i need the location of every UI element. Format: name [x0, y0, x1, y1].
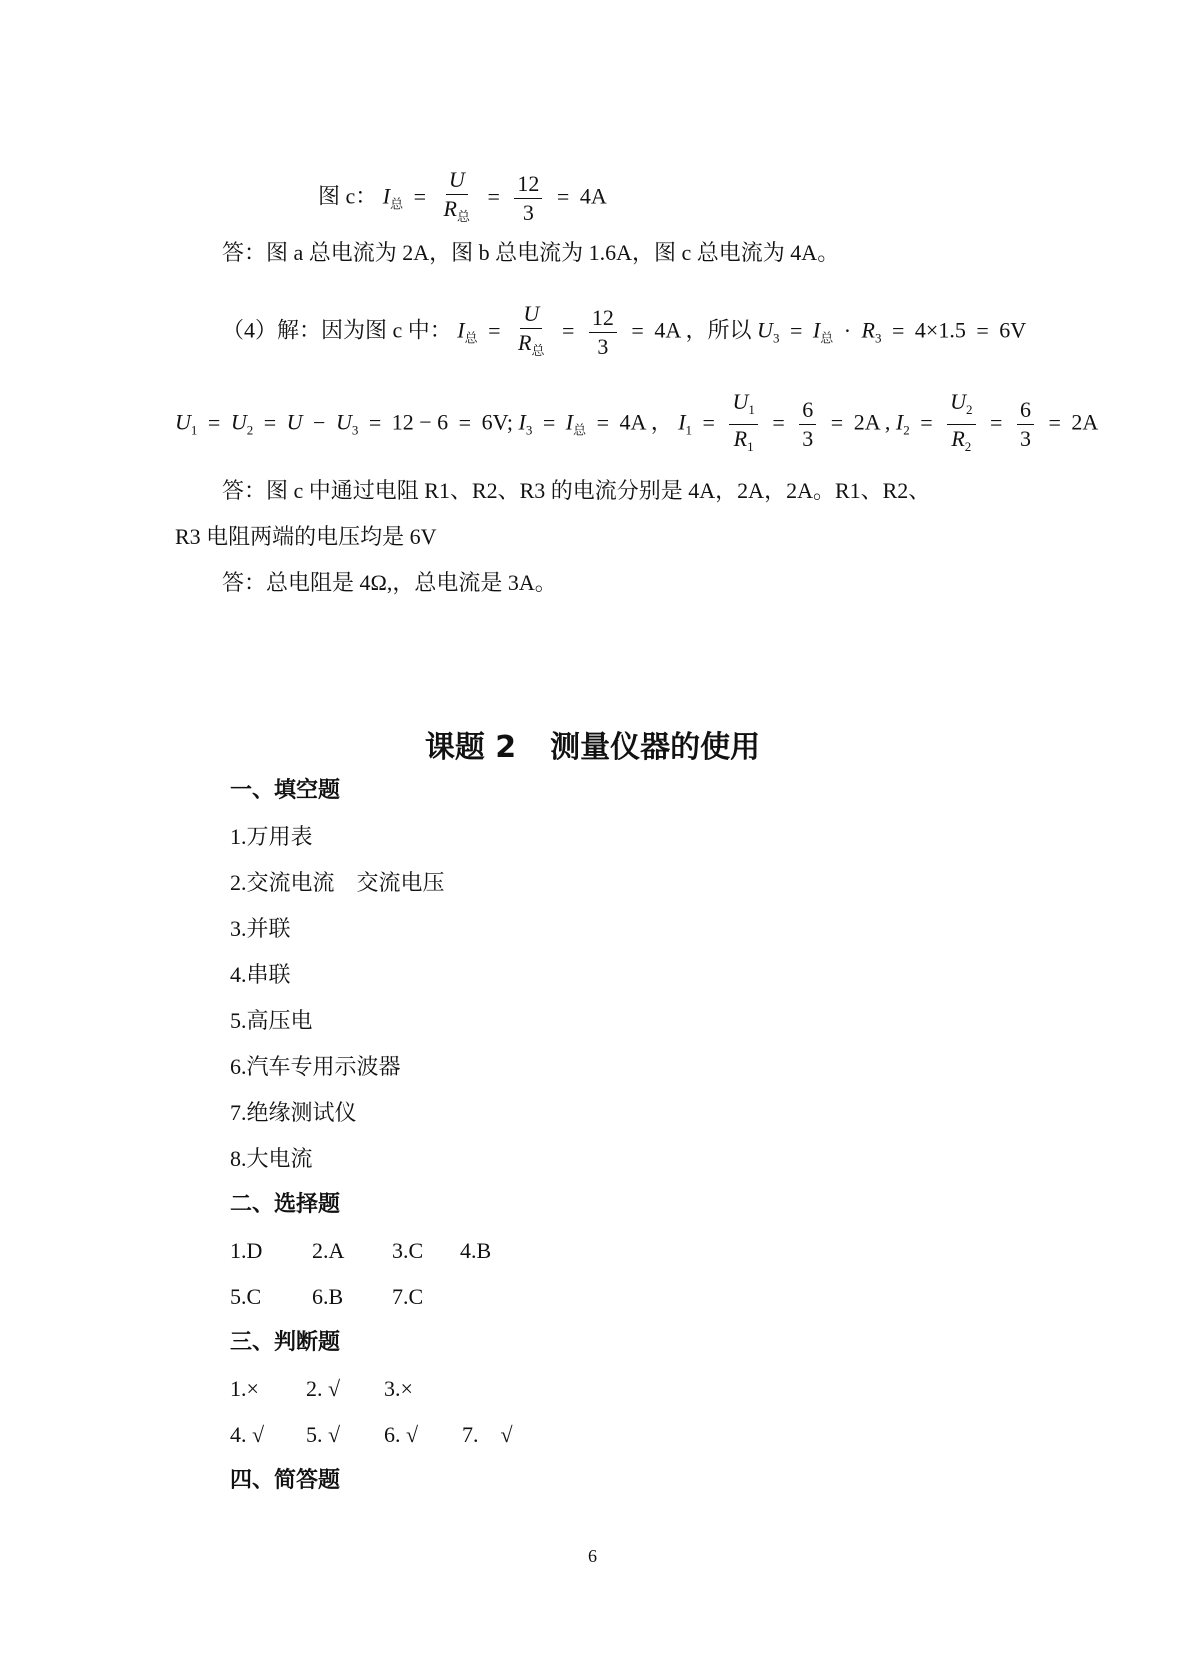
voltage-current-line: $U_1 = U_2 = U - U_3 = 12 - 6 = 6V$; $I_3 = I_总 = 4A$ ， $I_1$ = $\frac{U_1}{R_1}$ = $\frac{6}{3}$ = 2A , $I_2$ = $\frac{U_2}{R_2}$ = $\frac{6}{3}$ = 2A	[175, 388, 1098, 461]
list-item: 8.大电流	[230, 1146, 313, 1171]
comma: ，	[650, 409, 673, 435]
subscript-1: 1	[748, 402, 755, 417]
voltage-symbol: U	[335, 409, 352, 435]
numerator-u: U	[446, 166, 468, 195]
subscript-3: 3	[874, 330, 882, 346]
fraction-6-over-3	[799, 396, 816, 453]
separator: ;	[506, 409, 513, 435]
choice-answer: 4.B	[460, 1238, 492, 1263]
choice-answer: 5.C	[230, 1284, 262, 1309]
fraction-u1-over-r1	[729, 388, 757, 461]
subscript-3: 3	[772, 330, 780, 346]
judge-row	[230, 1420, 513, 1450]
step-4-suffix: ，所以	[685, 317, 752, 343]
judge-row	[230, 1374, 413, 1404]
subscript-3: 3	[351, 422, 359, 438]
subscript-total: 总	[456, 209, 470, 224]
voltage-symbol: U	[757, 317, 773, 343]
section-4-heading: 四、简答题	[230, 1468, 341, 1493]
section-3-heading: 三、判断题	[230, 1330, 341, 1355]
comma: ,	[884, 409, 891, 435]
page-number: 6	[588, 1546, 597, 1566]
numerator-6: 6	[1017, 396, 1034, 425]
list-item: 1.万用表	[230, 824, 313, 849]
answer-2-line-1: 答：图 c 中通过电阻 R1、R2、R3 的电流分别是 4A，2A，2A。R1、R2、	[222, 478, 931, 503]
current-symbol: I	[518, 409, 526, 435]
section-1-heading: 一、填空题	[230, 778, 341, 803]
step-4-final: 6V	[999, 317, 1027, 343]
formula-c-result: 4A	[579, 183, 607, 209]
subscript-1: 1	[190, 422, 198, 438]
fraction-u2-over-r2	[947, 388, 975, 461]
choice-row	[230, 1236, 491, 1266]
judge-answer: 6. √	[384, 1422, 419, 1447]
judge-answer: 4. √	[230, 1422, 265, 1447]
numerator-12: 12	[589, 304, 617, 333]
denominator-r: R	[951, 426, 965, 451]
fraction-u-over-r	[441, 166, 473, 231]
subscript-total: 总	[390, 196, 404, 212]
subscript-total: 总	[531, 343, 545, 358]
value-6v: 6V	[481, 409, 507, 435]
judge-answer: 5. √	[306, 1422, 341, 1447]
value-2a: 2A	[853, 409, 880, 435]
title-part-2: 测量仪器的使用	[550, 730, 761, 765]
formula-c	[318, 166, 607, 231]
list-item: 4.串联	[230, 962, 291, 987]
answer-1: 答：图 a 总电流为 2A，图 b 总电流为 1.6A，图 c 总电流为 4A。	[222, 240, 840, 265]
denominator-r: R	[733, 426, 748, 451]
subscript-total: 总	[573, 422, 587, 438]
denominator-3: 3	[597, 334, 609, 359]
voltage-symbol: U	[230, 409, 247, 435]
voltage-symbol: U	[286, 409, 303, 435]
step-4-result: 4A	[654, 317, 681, 343]
list-item: 6.汽车专用示波器	[230, 1054, 401, 1079]
subscript-2: 2	[903, 422, 910, 438]
subscript-2: 2	[246, 422, 254, 438]
value-2a: 2A	[1071, 409, 1099, 435]
step-4-expr: 4×1.5	[914, 317, 966, 343]
judge-answer: 3.×	[384, 1376, 413, 1401]
judge-answer: 7. √	[462, 1422, 513, 1447]
answer-2-line-2: R3 电阻两端的电压均是 6V	[175, 524, 437, 549]
fraction-12-over-3	[589, 304, 617, 361]
denominator-3: 3	[802, 426, 814, 451]
fraction-12-over-3	[514, 170, 542, 227]
subscript-total: 总	[820, 330, 834, 346]
current-symbol: I	[382, 183, 391, 209]
subscript-1: 1	[685, 422, 693, 438]
numerator-6: 6	[799, 396, 816, 425]
resistance-symbol: R	[861, 317, 875, 343]
current-symbol: I	[457, 317, 465, 343]
equals-sign: =	[413, 183, 427, 209]
title-part-1: 课题 2	[424, 730, 517, 765]
list-item: 7.绝缘测试仪	[230, 1100, 357, 1125]
section-2-heading: 二、选择题	[230, 1192, 341, 1217]
numerator-u: U	[732, 389, 749, 414]
subscript-1: 1	[747, 439, 754, 454]
current-symbol: I	[678, 409, 686, 435]
choice-answer: 7.C	[392, 1284, 424, 1309]
list-item: 5.高压电	[230, 1008, 313, 1033]
judge-answer: 2. √	[306, 1376, 341, 1401]
numerator-u: U	[950, 389, 967, 414]
formula-c-label: 图 c：	[318, 183, 378, 209]
denominator-3: 3	[522, 200, 534, 225]
value-4a: 4A	[619, 409, 646, 435]
list-item: 2.交流电流 交流电压	[230, 870, 445, 895]
choice-answer: 1.D	[230, 1238, 263, 1263]
fraction-6-over-3	[1017, 396, 1034, 453]
choice-row	[230, 1282, 423, 1312]
current-symbol: I	[565, 409, 574, 435]
denominator-3: 3	[1019, 426, 1031, 451]
voltage-symbol: U	[175, 409, 191, 435]
list-item: 3.并联	[230, 916, 291, 941]
step-4-prefix: （4）解：因为图 c 中：	[222, 317, 452, 343]
equals-sign: =	[556, 183, 570, 209]
subscript-2: 2	[964, 439, 972, 454]
page-title	[0, 722, 1185, 766]
expr-12-minus-6: 12 − 6	[391, 409, 449, 435]
fraction-u-over-r	[515, 300, 547, 365]
choice-answer: 3.C	[392, 1238, 424, 1263]
judge-answer: 1.×	[230, 1376, 259, 1401]
equals-sign: =	[487, 183, 500, 209]
choice-answer: 6.B	[312, 1284, 344, 1309]
numerator-12: 12	[514, 170, 542, 199]
choice-answer: 2.A	[312, 1238, 345, 1263]
subscript-2: 2	[966, 402, 973, 417]
subscript-total: 总	[464, 330, 478, 346]
subscript-3: 3	[525, 422, 533, 438]
answer-3: 答：总电阻是 4Ω,，总电流是 3A。	[222, 570, 557, 595]
current-symbol: I	[812, 317, 821, 343]
numerator-u: U	[520, 300, 542, 329]
current-symbol: I	[895, 409, 904, 435]
step-4: （4）解：因为图 c 中： $I_总$ = $\frac{U}{R_总}$ = $\frac{12}{3}$ = 4A ，所以 $U_3 = I_总 \cdot R_3 = 4\times 1.5 = 6V$	[222, 300, 1026, 365]
denominator-r: R	[518, 330, 532, 355]
denominator-r: R	[443, 196, 457, 221]
